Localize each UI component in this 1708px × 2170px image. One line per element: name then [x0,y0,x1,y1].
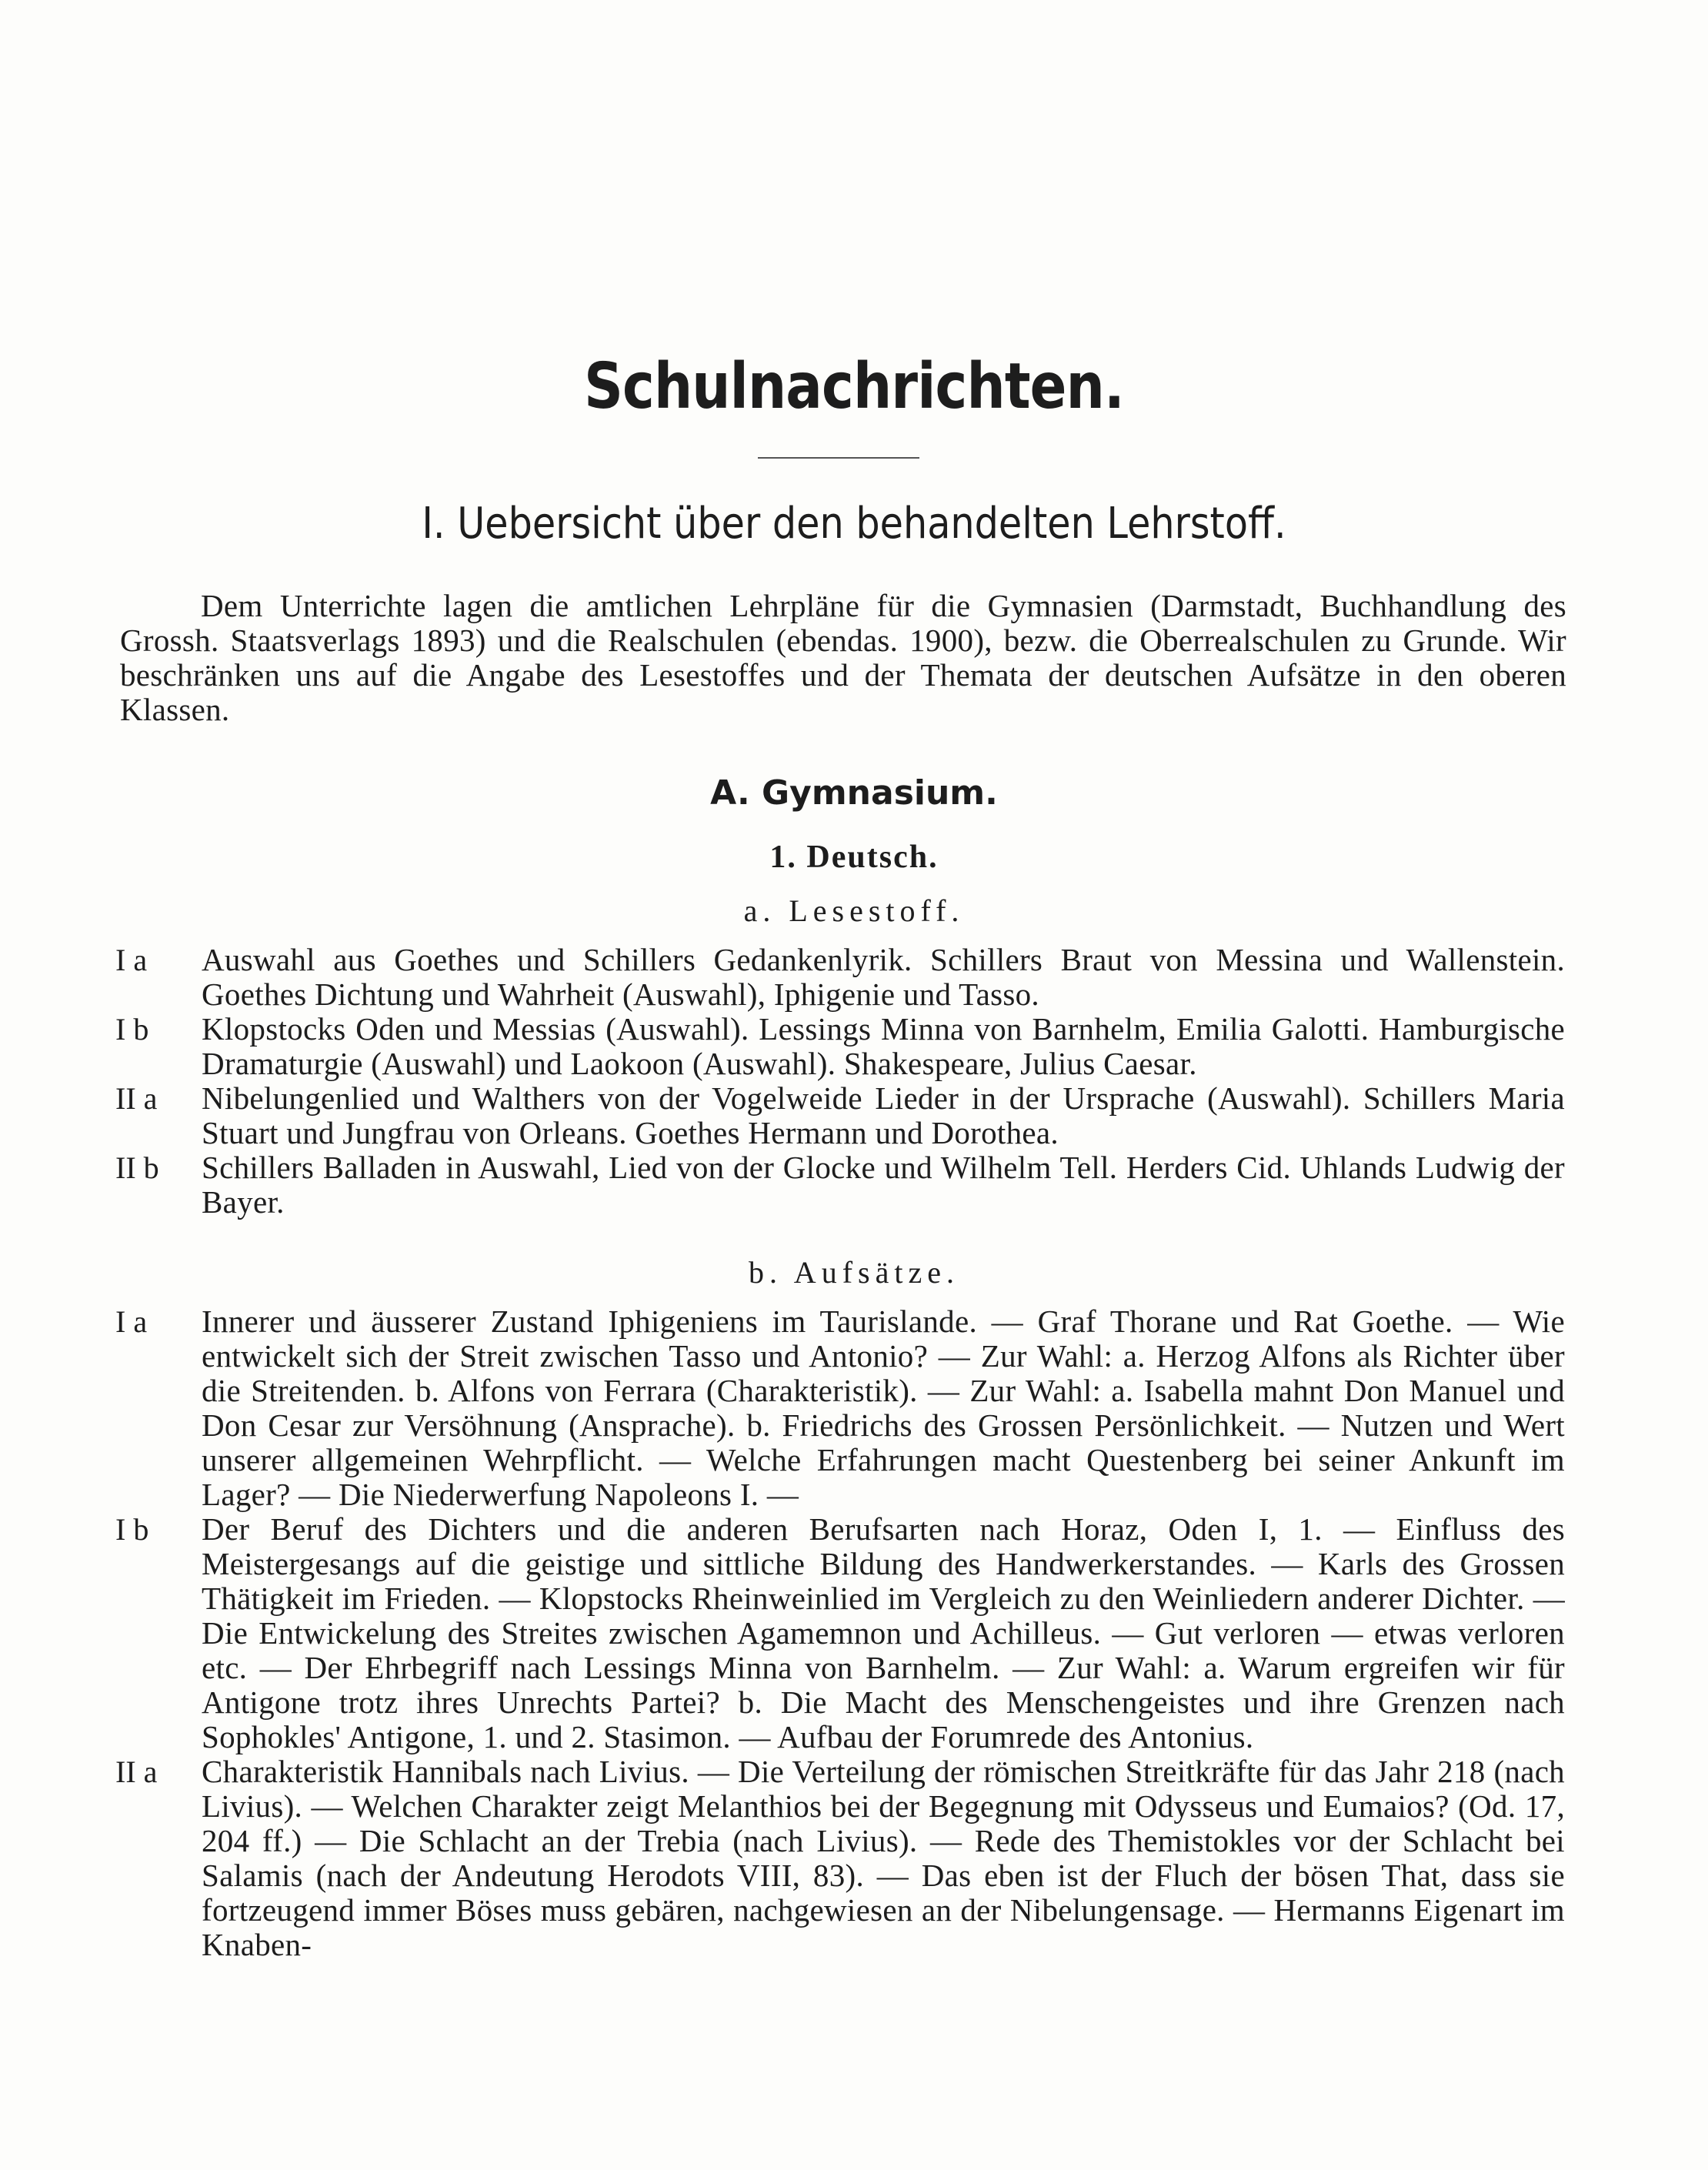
entry-text: Auswahl aus Goethes und Schillers Gedankenlyrik. Schillers Braut von Messina und Wallenstein. Goethes Dichtung und Wahrheit (Auswahl), Iphigenie und Tasso. [202,942,1565,1012]
lesestoff-entry [0,943,1708,1012]
class-label: I a [115,1304,148,1339]
subject-heading: 1. Deutsch. [769,840,939,875]
entry-text: Innerer und äusserer Zustand Iphigeniens im Taurislande. — Graf Thorane und Rat Goethe. — Wie entwickelt sich der Streit zwischen Tasso und Antonio? — Zur Wahl: a. Herzog Alfons als Richter über die Streitenden. b. Alfons von Ferrara (Charakteristik). — Zur Wahl: a. Isabella mahnt Don Manuel und Don Cesar zur Versöhnung (Ansprache). b. Friedrichs des Grossen Persönlichkeit. — Nutzen und Wert unserer allgemeinen Wehrpflicht. — Welche Erfahrungen macht Questenberg bei seiner Ankunft im Lager? — Die Niederwerfung Napoleons I. — [202,1304,1565,1512]
aufsatz-entry [0,1512,1708,1754]
aufsaetze-heading: b. Aufsätze. [749,1255,959,1290]
entry-text: Charakteristik Hannibals nach Livius. — Die Verteilung der römischen Streitkräfte für das Jahr 218 (nach Livius). — Welchen Charakter zeigt Melanthios bei der Begegnung mit Odysseus und Eumaios? (Od. 17, 204 ff.) — Die Schlacht an der Trebia (nach Livius). — Rede des Themistokles vor der Schlacht bei Salamis (nach der Andeutung Herodots VIII, 83). — Das eben ist der Fluch der bösen That, dass sie fortzeugend immer Böses muss gebären, nachgewiesen an der Nibelungensage. — Hermanns Eigenart im Knaben- [202,1754,1565,1962]
class-label: II a [115,1081,158,1116]
title-divider [758,457,919,459]
entry-text: Nibelungenlied und Walthers von der Vogelweide Lieder in der Ursprache (Auswahl). Schillers Maria Stuart und Jungfrau von Orleans. Goethes Hermann und Dorothea. [202,1080,1565,1150]
lesestoff-list [0,943,1708,1220]
class-label: II a [115,1754,158,1789]
aufsatz-entry [0,1754,1708,1962]
class-label: I b [115,1512,149,1547]
aufsaetze-list [0,1304,1708,1962]
page-title: Schulnachrichten. [584,350,1124,423]
lesestoff-entry [0,1081,1708,1150]
lesestoff-entry [0,1150,1708,1220]
section-heading: I. Uebersicht über den behandelten Lehrstoff. [422,499,1286,549]
class-label: I a [115,943,148,977]
intro-paragraph: Dem Unterrichte lagen die amtlichen Lehrpläne für die Gymnasien (Darmstadt, Buchhandlung des Grossh. Staatsverlags 1893) und die Realschulen (ebendas. 1900), bezw. die Oberrealschulen zu Grunde. Wir beschränken uns auf die Angabe des Lesestoffes und der Themata der deutschen Aufsätze in den oberen Klassen. [120,588,1566,727]
aufsatz-entry [0,1304,1708,1512]
class-label: II b [115,1150,159,1185]
lesestoff-entry [0,1012,1708,1081]
entry-text: Schillers Balladen in Auswahl, Lied von der Glocke und Wilhelm Tell. Herders Cid. Uhlands Ludwig der Bayer. [202,1150,1565,1220]
lesestoff-heading: a. Lesestoff. [743,893,965,928]
school-type-heading: A. Gymnasium. [710,773,998,813]
class-label: I b [115,1012,149,1047]
entry-text: Klopstocks Oden und Messias (Auswahl). Lessings Minna von Barnhelm, Emilia Galotti. Hamburgische Dramaturgie (Auswahl) und Laokoon (Auswahl). Shakespeare, Julius Caesar. [202,1011,1565,1081]
entry-text: Der Beruf des Dichters und die anderen Berufsarten nach Horaz, Oden I, 1. — Einfluss des Meistergesangs auf die geistige und sittliche Bildung des Handwerkerstandes. — Karls des Grossen Thätigkeit im Frieden. — Klopstocks Rheinweinlied im Vergleich zu den Weinliedern anderer Dichter. — Die Entwickelung des Streites zwischen Agamemnon und Achilleus. — Gut verloren — etwas verloren etc. — Der Ehrbegriff nach Lessings Minna von Barnhelm. — Zur Wahl: a. Warum ergreifen wir für Antigone trotz ihres Unrechts Partei? b. Die Macht des Menschengeistes und ihre Grenzen nach Sophokles' Antigone, 1. und 2. Stasimon. — Aufbau der Forumrede des Antonius. [202,1511,1565,1754]
